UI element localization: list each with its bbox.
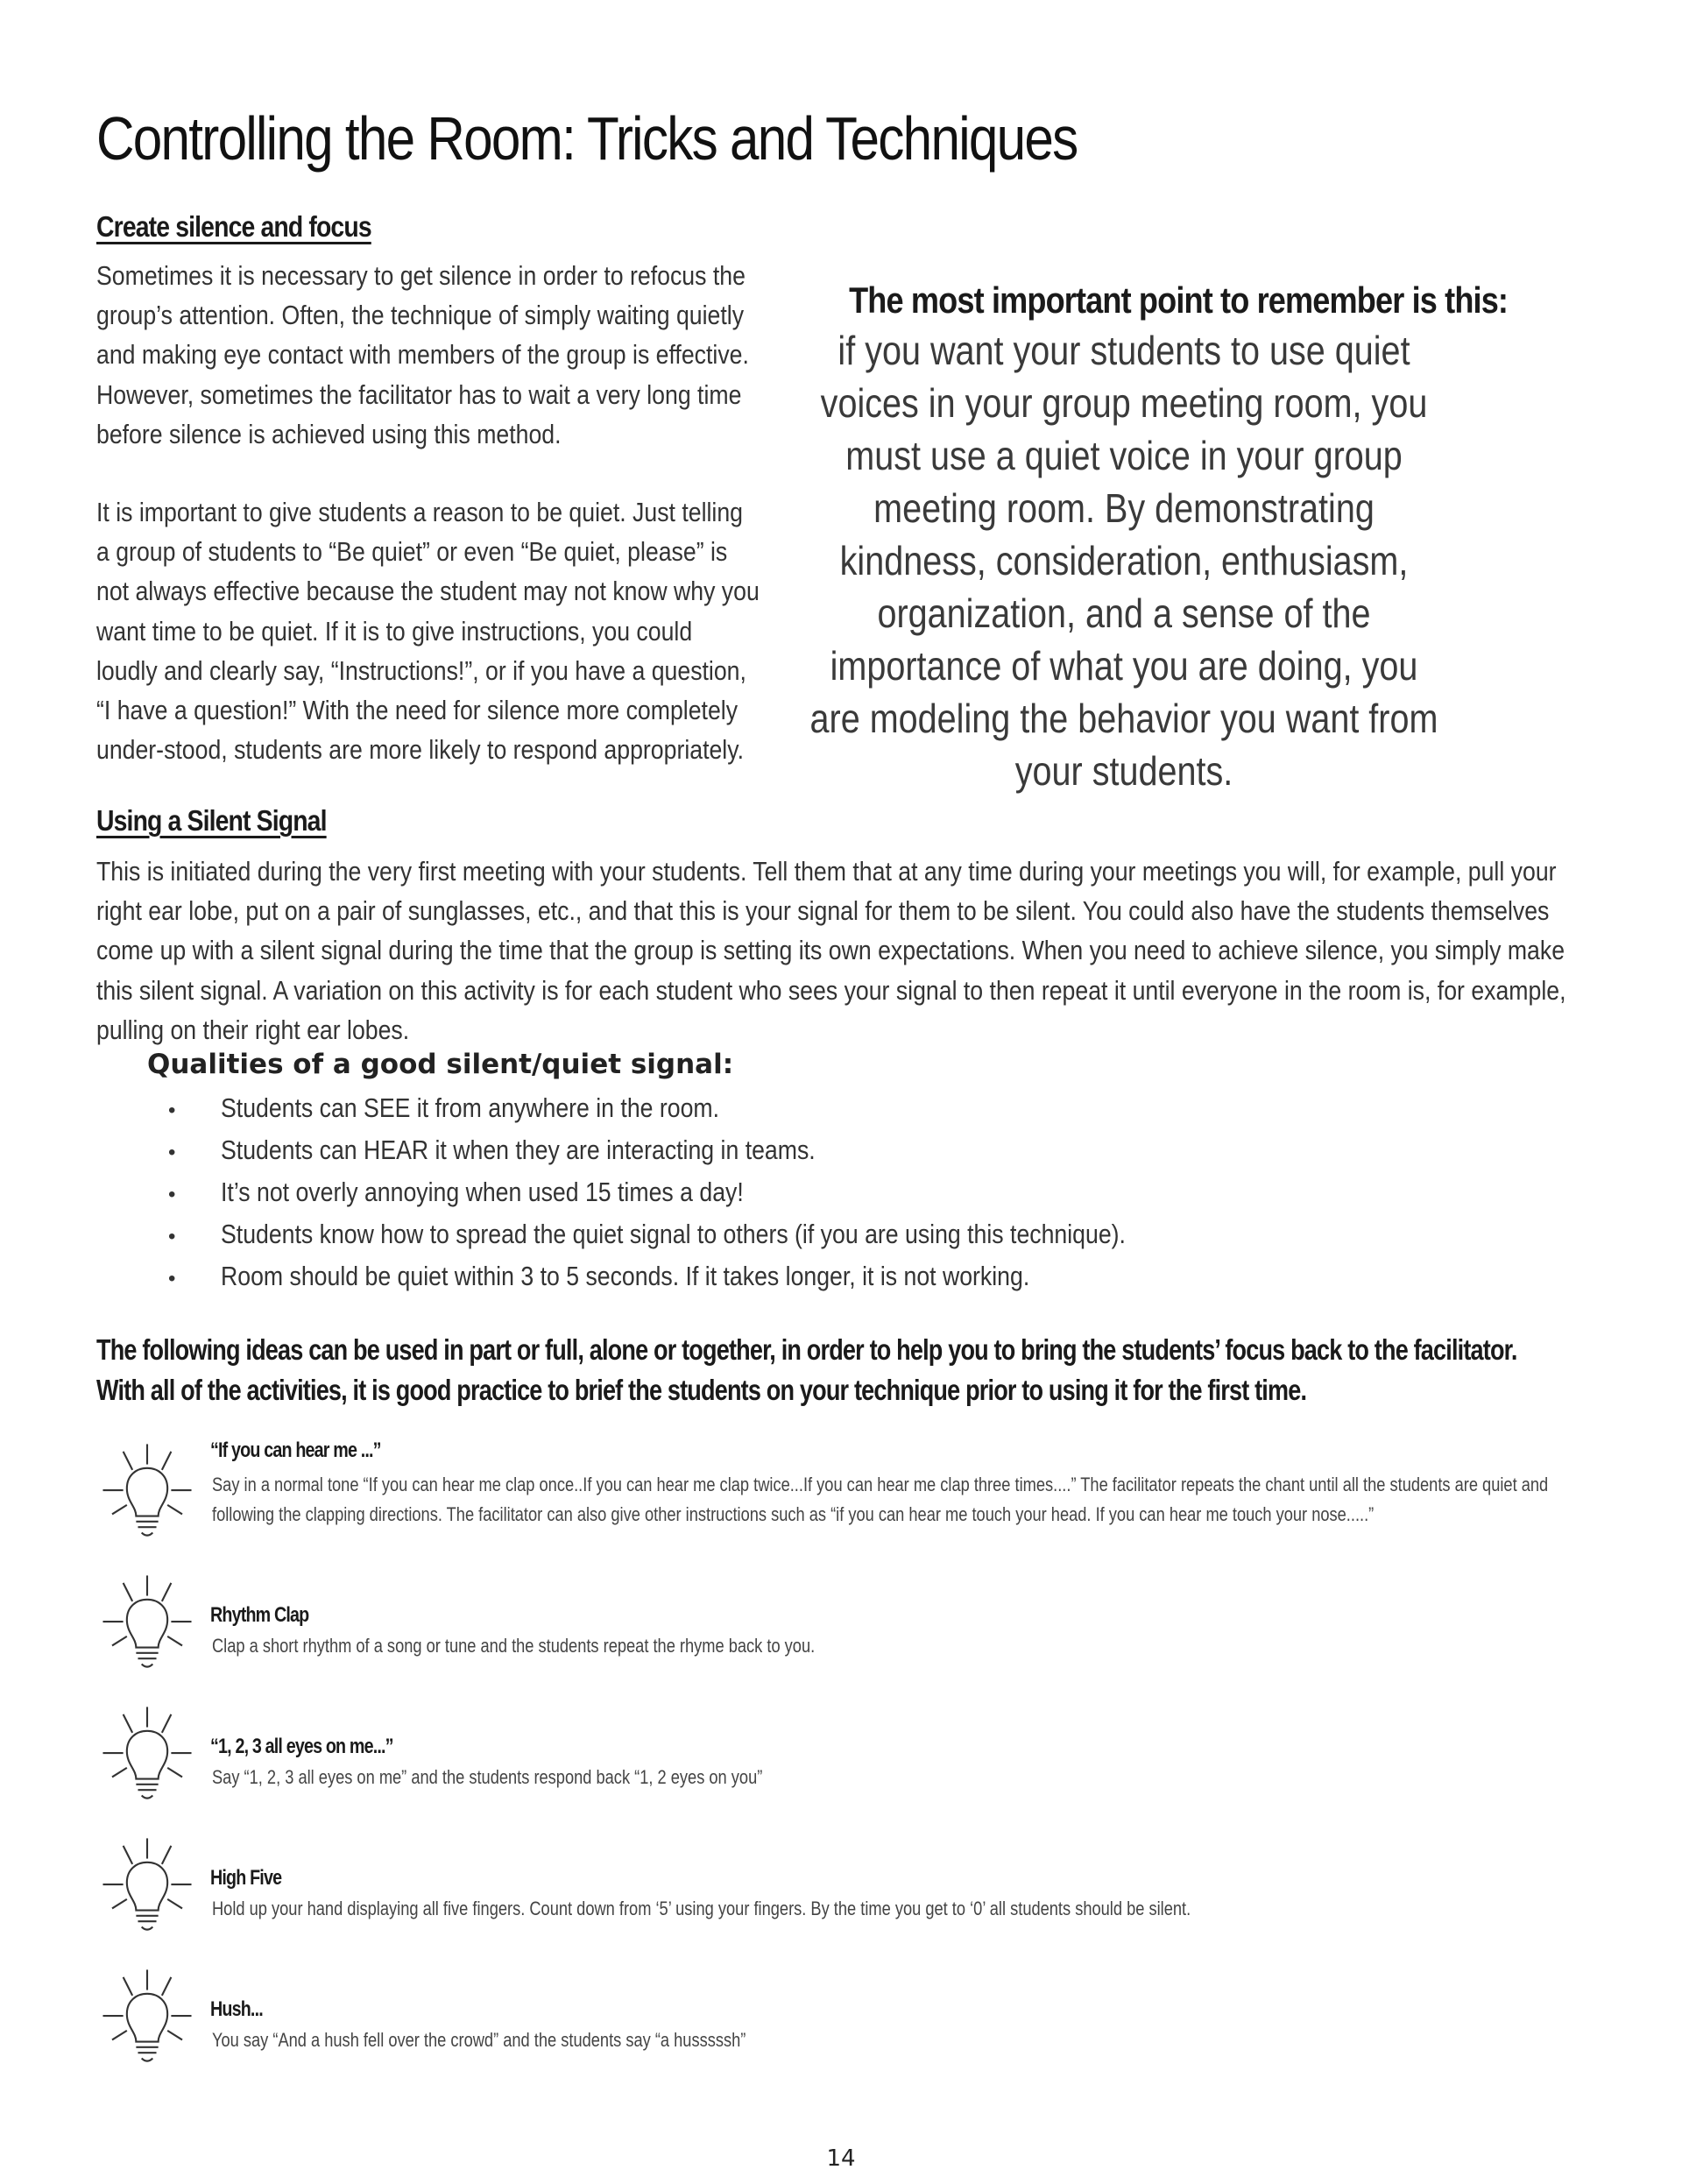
page-title: Controlling the Room: Tricks and Techniques	[96, 104, 1078, 173]
quality-text: Room should be quiet within 3 to 5 seconds. If it takes longer, it is not working.	[221, 1261, 1030, 1291]
lightbulb-icon	[95, 1437, 200, 1542]
lightbulb-icon	[95, 1568, 200, 1673]
ideas-intro: The following ideas can be used in part or full, alone or together, in order to help you to bring the students’ focus back to the facilitator. With all of the activities, it is good practice to brief the students on your technique prior to using it for the first time.	[96, 1333, 1517, 1406]
idea-description: Hold up your hand displaying all five fingers. Count down from ‘5’ using your fingers. By the time you get to ‘0’ all students should be silent.	[212, 1898, 1191, 1919]
idea-title: Rhythm Clap	[210, 1603, 309, 1627]
idea-description: Clap a short rhythm of a song or tune and the students repeat the rhyme back to you.	[212, 1635, 816, 1657]
quality-text: It’s not overly annoying when used 15 times a day!	[221, 1177, 744, 1207]
bullet-icon: •	[168, 1225, 176, 1248]
idea-title: “If you can hear me ...”	[210, 1438, 381, 1462]
lightbulb-icon	[95, 1700, 200, 1805]
quality-text: Students know how to spread the quiet signal to others (if you are using this technique).	[221, 1219, 1126, 1249]
section-heading-silent-signal-text: Using a Silent Signal	[96, 804, 327, 837]
page-number: 14	[826, 2145, 856, 2172]
section-heading-silent-signal	[96, 804, 327, 838]
lightbulb-icon	[95, 1962, 200, 2067]
idea-title: Hush...	[210, 1997, 263, 2021]
callout-title: The most important point to remember is this:	[849, 279, 1509, 321]
qualities-list-item	[168, 1214, 1273, 1256]
section-heading-silence	[96, 210, 371, 244]
qualities-heading: Qualities of a good silent/quiet signal:	[147, 1049, 734, 1080]
idea-title: “1, 2, 3 all eyes on me...”	[210, 1735, 393, 1758]
qualities-list-item	[168, 1130, 1273, 1172]
bullet-icon: •	[168, 1099, 176, 1122]
qualities-list	[168, 1088, 1273, 1298]
quality-text: Students can HEAR it when they are interacting in teams.	[221, 1134, 816, 1165]
lightbulb-icon	[95, 1831, 200, 1936]
idea-description: Say in a normal tone “If you can hear me clap once..If you can hear me clap twice...If you can hear me clap three times....” The facilitator repeats the chant until all the students are quiet and following the clapping directions. The facilitator can also give other instructions such as “if you can hear me touch your head. If you can hear me touch your nose.....”	[212, 1474, 1549, 1525]
qualities-list-item	[168, 1256, 1273, 1298]
bullet-icon: •	[168, 1141, 176, 1164]
bullet-icon: •	[168, 1183, 176, 1206]
qualities-list-item	[168, 1088, 1273, 1130]
section-heading-silence-text: Create silence and focus	[96, 210, 371, 243]
silence-paragraph-2: It is important to give students a reason to be quiet. Just telling a group of students to “Be quiet” or even “Be quiet, please” is not always effective because the student may not know why you want time to be quiet. If it is to give instructions, you could loudly and clearly say, “Instructions!”, or if you have a question, “I have a question!” With the need for silence more completely under-stood, students are more likely to respond appropriately.	[96, 497, 760, 766]
silent-signal-paragraph: This is initiated during the very first meeting with your students. Tell them that at any time during your meetings you will, for example, pull your right ear lobe, put on a pair of sunglasses, etc., and that this is your signal for them to be silent. You could also have the students themselves come up with a silent signal during the time that the group is setting its own expectations. When you need to achieve silence, you simply make this silent signal. A variation on this activity is for each student who sees your signal to then repeat it until everyone in the room is, for example, pulling on their right ear lobes.	[96, 856, 1566, 1045]
idea-description: Say “1, 2, 3 all eyes on me” and the students respond back “1, 2 eyes on you”	[212, 1766, 763, 1788]
callout-box	[804, 279, 1509, 797]
quality-text: Students can SEE it from anywhere in the room.	[221, 1092, 720, 1123]
callout-body: if you want your students to use quiet voices in your group meeting room, you must use a quiet voice in your group meeting room. By demonstrating kindness, consideration, enthusiasm, organization, and a sense of the importance of what you are doing, you are modeling the behavior you want from your students.	[809, 328, 1438, 794]
bullet-icon: •	[168, 1267, 176, 1290]
idea-description: You say “And a hush fell over the crowd” and the students say “a husssssh”	[212, 2029, 746, 2051]
silence-paragraph-1: Sometimes it is necessary to get silence in order to refocus the group’s attention. Often, the technique of simply waiting quietly and making eye contact with members of the group is effective. However, sometimes the facilitator has to wait a very long time before silence is achieved using this method.	[96, 260, 749, 449]
idea-title: High Five	[210, 1866, 282, 1890]
qualities-list-item	[168, 1172, 1273, 1214]
